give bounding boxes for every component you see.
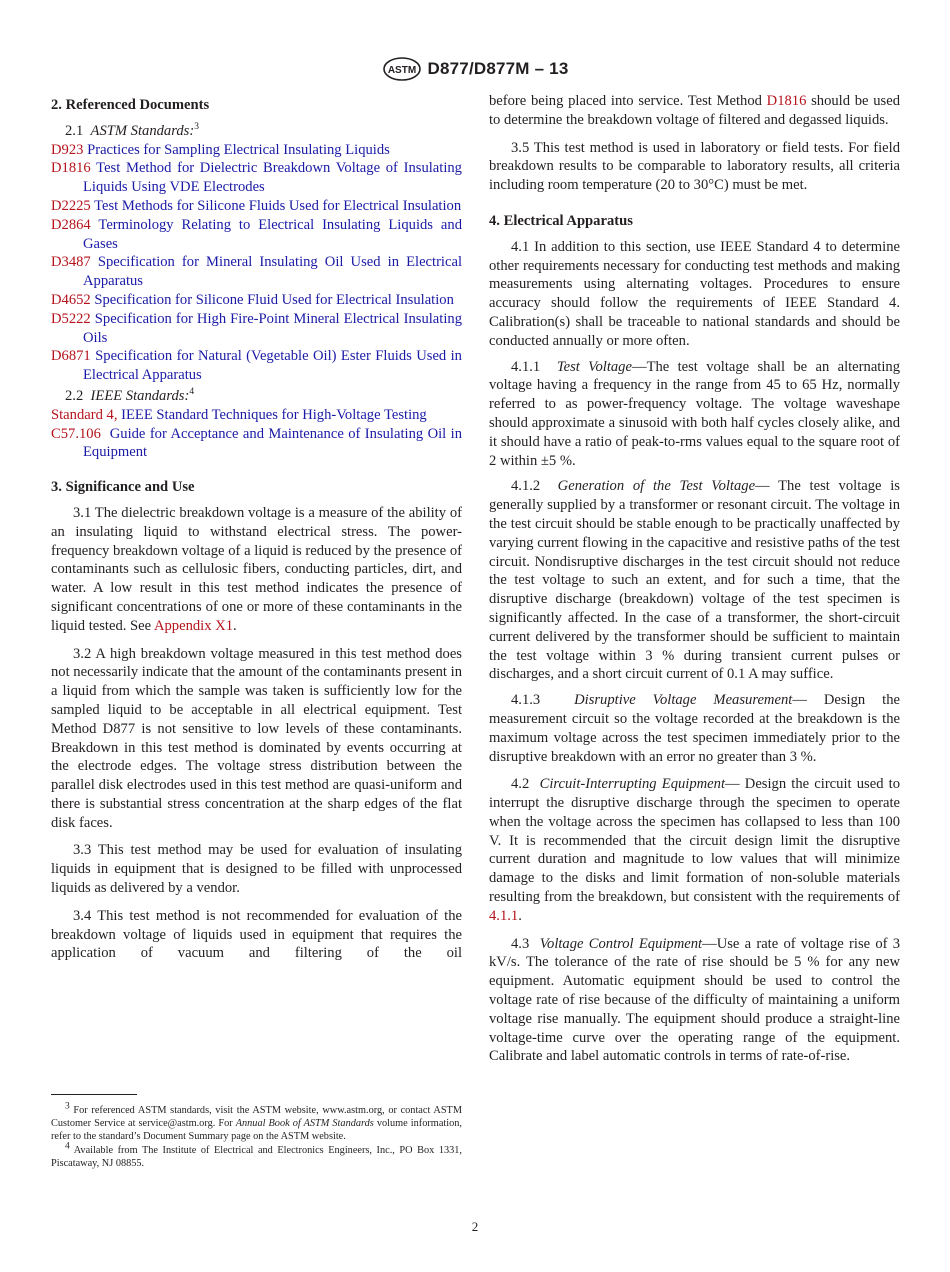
paragraph-4-2: 4.2 Circuit-Interrupting Equipment— Design the circuit used to interrupt the disruptive discharge through the specimen to operate when the voltage across the specimen has collapsed to less than 100 V. It is recommended that the circuit design limit the disruptive current duration and magnitude to low values that will minimize damage to the disks and limit formation of non-soluble materials resulting from the breakdown, but consistent with the requirements of 4.1.1. [489, 776, 901, 924]
reference-item [51, 425, 462, 463]
section-2-heading: 2. Referenced Documents [51, 97, 210, 113]
footnote-divider [51, 1094, 137, 1095]
ieee-reference-list [51, 406, 462, 462]
footnote-3: $^3$ For referenced ASTM standards, visit the ASTM website, www.astm.org, or contact ASTM Customer Service at service@astm.org. For Annual Book of ASTM Standards volume information, refer to the standard’s Document Summary page on the ASTM website. [51, 1101, 463, 1143]
reference-title-link[interactable]: Guide for Acceptance and Maintenance of Insulating Oil in Equipment [83, 425, 463, 461]
section-4-1-1-link[interactable]: 4.1.1 [489, 907, 519, 924]
svg-text:ASTM: ASTM [387, 65, 416, 76]
paragraph-4-1-3: 4.1.3 Disruptive Voltage Measurement— Design the measurement circuit so the voltage recorded at the breakdown is the maximum voltage across the test specimen immediately prior to the disruptive breakdown with an error no greater than 3 %. [489, 692, 900, 765]
reference-code-link[interactable]: D1816 [51, 160, 91, 177]
reference-code-link[interactable]: D4652 [51, 291, 91, 308]
reference-title-link[interactable]: Practices for Sampling Electrical Insulating Liquids [87, 141, 390, 158]
reference-code-link[interactable]: Standard 4, [51, 406, 118, 423]
reference-code-link[interactable]: D923 [51, 141, 84, 158]
page-header [0, 56, 950, 87]
reference-item [51, 216, 462, 254]
d1816-link[interactable]: D1816 [766, 93, 807, 109]
paragraph-4-1-2: 4.1.2 Generation of the Test Voltage— The test voltage is generally supplied by a transformer or resonant circuit. The voltage in the test circuit should be stable enough to be practically unaffected by varying current flowing in the capacitive and resistive paths of the test circuit. Nondisruptive discharges in the test circuit should not reduce the test voltage to such an extent, and for such a time, that the disruptive discharge (breakdown) voltage of the test specimen is significantly affected. In the case of a transformer, the short-circuit current delivered by the transformer should be sufficient to maintain the test voltage within 3 % during transient current pulses or discharges, and a short circuit current of 0.1 A may suffice. [489, 478, 900, 683]
reference-title-link[interactable]: IEEE Standard Techniques for High-Voltage Testing [121, 406, 427, 423]
appendix-x1-link[interactable]: Appendix X1 [153, 617, 234, 634]
astm-reference-list [51, 141, 462, 385]
paragraph-3-4-part-1: 3.4 This test method is not recommended for evaluation of the breakdown voltage of liquids used in equipment that requires the application of vacuum and filtering of the oil [51, 907, 462, 962]
reference-title-link[interactable]: Specification for Mineral Insulating Oil Used in Electrical Apparatus [83, 254, 462, 290]
reference-title-link[interactable]: Specification for Silicone Fluid Used for Electrical Insulation [94, 291, 454, 308]
paragraph-3-3: 3.3 This test method may be used for evaluation of insulating liquids in equipment that is designed to be filled with unprocessed liquids as delivered by a vendor. [51, 842, 462, 897]
reference-code-link[interactable]: D5222 [51, 310, 91, 327]
right-column [489, 92, 900, 1066]
reference-code-link[interactable]: C57.106 [51, 425, 101, 442]
paragraph-4-1-1: 4.1.1 Test Voltage—The test voltage shall be an alternating voltage having a frequency in the range from 45 to 65 Hz, normally referred to as power-frequency voltage. The voltage waveshape should approximate a sinusoid with both half cycles closely alike, and it should have a ratio of peak-to-rms values equal to the square root of 2 within ±5 %. [489, 358, 900, 469]
footnote-ref-3[interactable]: 3 [194, 121, 199, 132]
reference-item [51, 291, 462, 310]
astm-logo-icon [382, 56, 422, 82]
footnote-ref-4[interactable]: 4 [189, 387, 195, 398]
reference-title-link[interactable]: Test Method for Dielectric Breakdown Voltage of Insulating Liquids Using VDE Electrodes [83, 160, 462, 196]
reference-code-link[interactable]: D3487 [51, 254, 91, 271]
paragraph-3-5: 3.5 This test method is used in laboratory or field tests. For field breakdown results to be comparable to laboratory results, all criteria including room temperature (20 to 30°C) must be met. [489, 139, 900, 194]
footnote-4: $^4$ Available from The Institute of Electrical and Electronics Engineers, Inc., PO Box 1331, Piscataway, NJ 08855. [51, 1141, 462, 1169]
paragraph-3-4-part-2: before being placed into service. Test Method D1816 should be used to determine the breakdown voltage of filtered and degassed liquids. [489, 93, 900, 128]
reference-code-link[interactable]: D2225 [51, 197, 91, 214]
reference-item [51, 159, 462, 197]
section-4-heading: 4. Electrical Apparatus [489, 212, 633, 229]
reference-title-link[interactable]: Test Methods for Silicone Fluids Used for Electrical Insulation [94, 197, 462, 214]
reference-title-link[interactable]: Specification for High Fire-Point Mineral Electrical Insulating Oils [83, 310, 462, 346]
reference-item [51, 253, 462, 291]
footnotes [51, 1101, 463, 1170]
reference-title-link[interactable]: Specification for Natural (Vegetable Oil) Ester Fluids Used in Electrical Apparatus [83, 348, 462, 384]
ieee-standards-label: 2.2 IEEE Standards:$^4$ [65, 387, 195, 404]
astm-standards-label: 2.1 ASTM Standards:$^3$ [65, 121, 199, 139]
reference-item [51, 197, 462, 216]
reference-item [51, 406, 462, 425]
reference-item [51, 310, 462, 348]
paragraph-3-2: 3.2 A high breakdown voltage measured in this test method does not necessarily indicate that the amount of the contaminants present in a liquid from which the sample was taken is sufficiently low for the sampled liquid to be acceptable in all electrical equipment. Test Method D877 is not sensitive to low levels of these contaminants. Breakdown in this test method is dominated by events occurring at the electrode edges. The voltage stress distribution between the parallel disk electrodes used in this test method are quasi-uniform and there is substantial stress concentration at the sharp edges of the flat disk faces. [51, 645, 462, 831]
reference-item [51, 347, 462, 385]
reference-code-link[interactable]: D2864 [51, 216, 91, 233]
paragraph-4-1: 4.1 In addition to this section, use IEEE Standard 4 to determine other requirements necessary for conducting test methods and making measurements using alternating voltages. Procedures to ensure accuracy should follow the requirements of IEEE Standard 4. Calibration(s) shall be traceable to national standards and should be conducted annually or more often. [489, 238, 900, 349]
reference-item [51, 141, 462, 160]
left-column [51, 92, 462, 963]
reference-title-link[interactable]: Terminology Relating to Electrical Insulating Liquids and Gases [83, 216, 462, 252]
section-3-heading: 3. Significance and Use [51, 479, 195, 496]
reference-code-link[interactable]: D6871 [51, 348, 91, 365]
paragraph-3-1: 3.1 The dielectric breakdown voltage is a measure of the ability of an insulating liquid to withstand electrical stress. The power-frequency breakdown voltage of a liquid is reduced by the presence of contaminants such as cellulosic fibers, conducting particles, dirt, and water. A low result in this test method indicates the presence of significant concentrations of one or more of these contaminants in the liquid tested. See Appendix X1. [51, 504, 462, 634]
document-id: D877/D877M – 13 [427, 59, 569, 78]
page-number: 2 [471, 1219, 479, 1234]
paragraph-4-3: 4.3 Voltage Control Equipment—Use a rate of voltage rise of 3 kV/s. The tolerance of the rate of rise should be 5 % for any new equipment. Automatic equipment should be used to control the voltage rate of rise because of the difficulty of maintaining a uniform voltage rise manually. The equipment should produce a straight-line voltage-time curve over the operating range of the equipment. Calibrate and label automatic controls in terms of rate-of-rise. [489, 935, 901, 1065]
